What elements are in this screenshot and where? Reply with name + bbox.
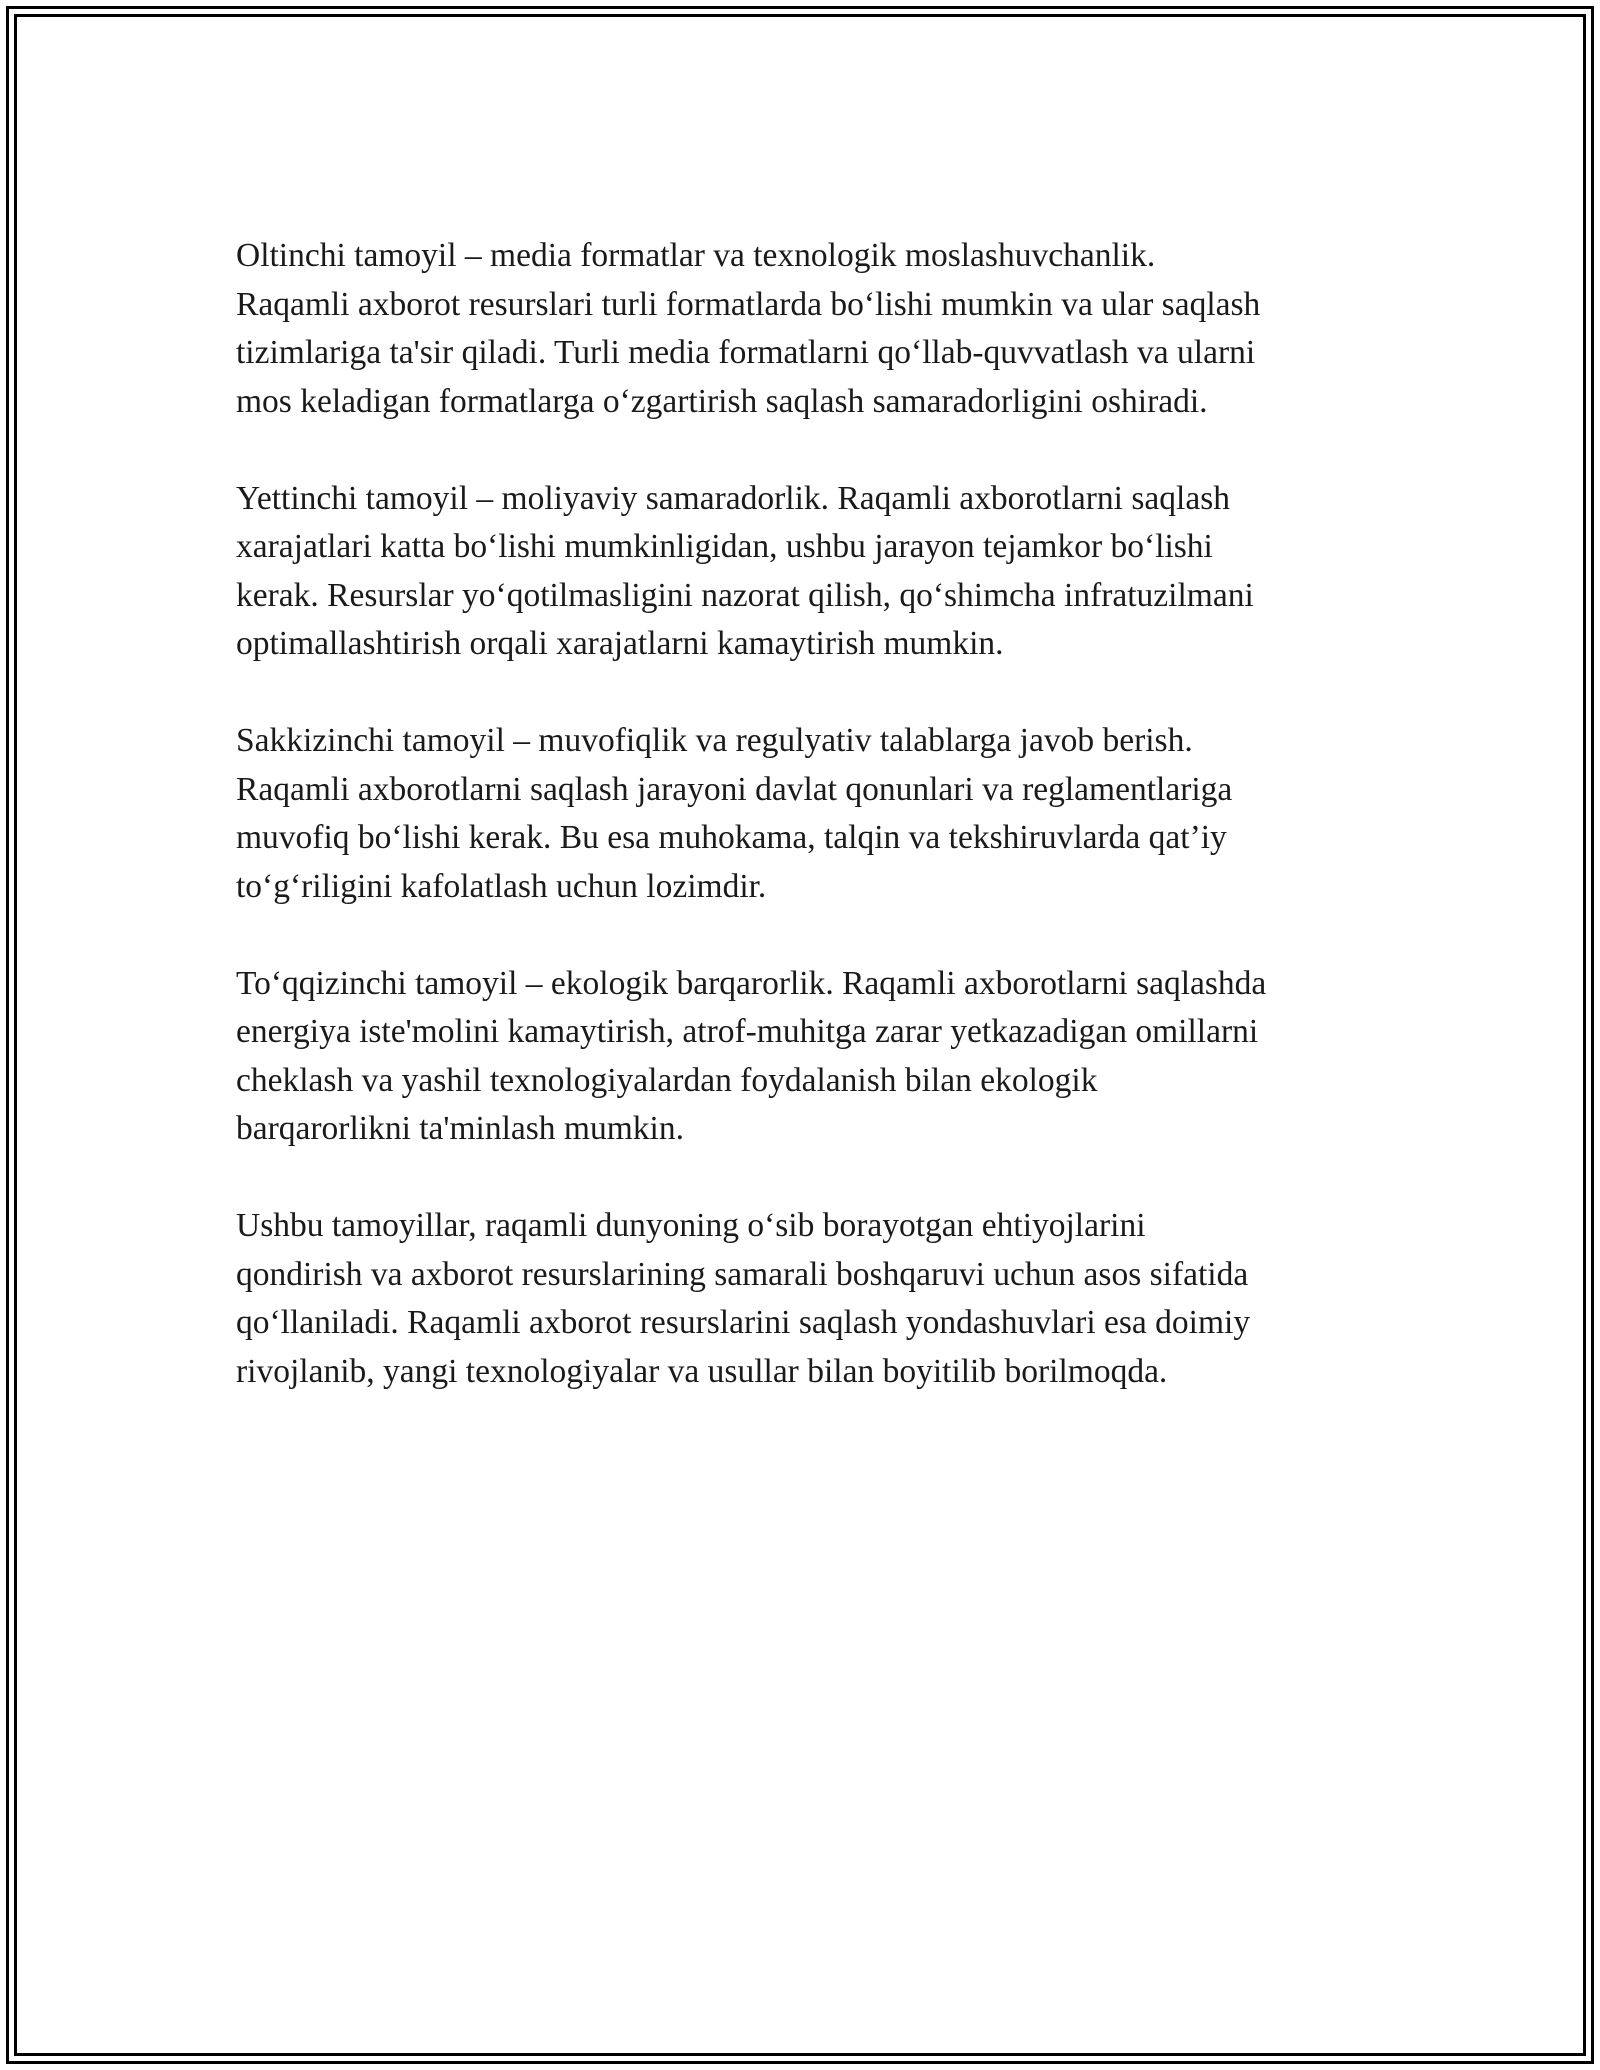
text-line: Sakkizinchi tamoyil – muvofiqlik va regulyativ talablarga javob berish.: [236, 722, 1193, 759]
paragraph-conclusion: [236, 1202, 1386, 1396]
paragraph-ninth-principle: [236, 960, 1386, 1154]
text-line: muvofiq bo‘lishi kerak. Bu esa muhokama, talqin va tekshiruvlarda qat’iy: [236, 819, 1227, 856]
text-line: Oltinchi tamoyil – media formatlar va texnologik moslashuvchanlik.: [236, 237, 1156, 274]
text-line: optimallashtirish orqali xarajatlarni kamaytirish mumkin.: [236, 625, 1004, 662]
text-line: Yettinchi tamoyil – moliyaviy samaradorlik. Raqamli axborotlarni saqlash: [236, 479, 1230, 517]
text-line: xarajatlari katta bo‘lishi mumkinligidan, ushbu jarayon tejamkor bo‘lishi: [236, 528, 1213, 565]
text-line: rivojlanib, yangi texnologiyalar va usullar bilan boyitilib borilmoqda.: [236, 1352, 1168, 1390]
text-line: barqarorlikni ta'minlash mumkin.: [236, 1110, 684, 1147]
text-line: Ushbu tamoyillar, raqamli dunyoning o‘sib borayotgan ehtiyojlarini: [236, 1207, 1146, 1244]
text-line: energiya iste'molini kamaytirish, atrof-muhitga zarar yetkazadigan omillarni: [236, 1013, 1259, 1050]
text-line: Raqamli axborotlarni saqlash jarayoni davlat qonunlari va reglamentlariga: [236, 770, 1233, 808]
document-body: [236, 232, 1386, 1445]
paragraph-seventh-principle: [236, 475, 1386, 669]
paragraph-eighth-principle: [236, 717, 1386, 911]
text-line: tizimlariga ta'sir qiladi. Turli media formatlarni qo‘llab-quvvatlash va ularni: [236, 334, 1256, 371]
text-line: to‘g‘riligini kafolatlash uchun lozimdir.: [236, 867, 767, 905]
text-line: kerak. Resurslar yo‘qotilmasligini nazorat qilish, qo‘shimcha infratuzilmani: [236, 576, 1254, 614]
paragraph-sixth-principle: [236, 232, 1386, 426]
text-line: qo‘llaniladi. Raqamli axborot resurslarini saqlash yondashuvlari esa doimiy: [236, 1304, 1251, 1341]
text-line: qondirish va axborot resurslarining samarali boshqaruvi uchun asos sifatida: [236, 1255, 1249, 1293]
text-line: Raqamli axborot resurslari turli formatlarda bo‘lishi mumkin va ular saqlash: [236, 285, 1261, 323]
text-line: cheklash va yashil texnologiyalardan foydalanish bilan ekologik: [236, 1061, 1098, 1099]
text-line: mos keladigan formatlarga o‘zgartirish saqlash samaradorligini oshiradi.: [236, 382, 1208, 420]
text-line: To‘qqizinchi tamoyil – ekologik barqarorlik. Raqamli axborotlarni saqlashda: [236, 964, 1267, 1002]
